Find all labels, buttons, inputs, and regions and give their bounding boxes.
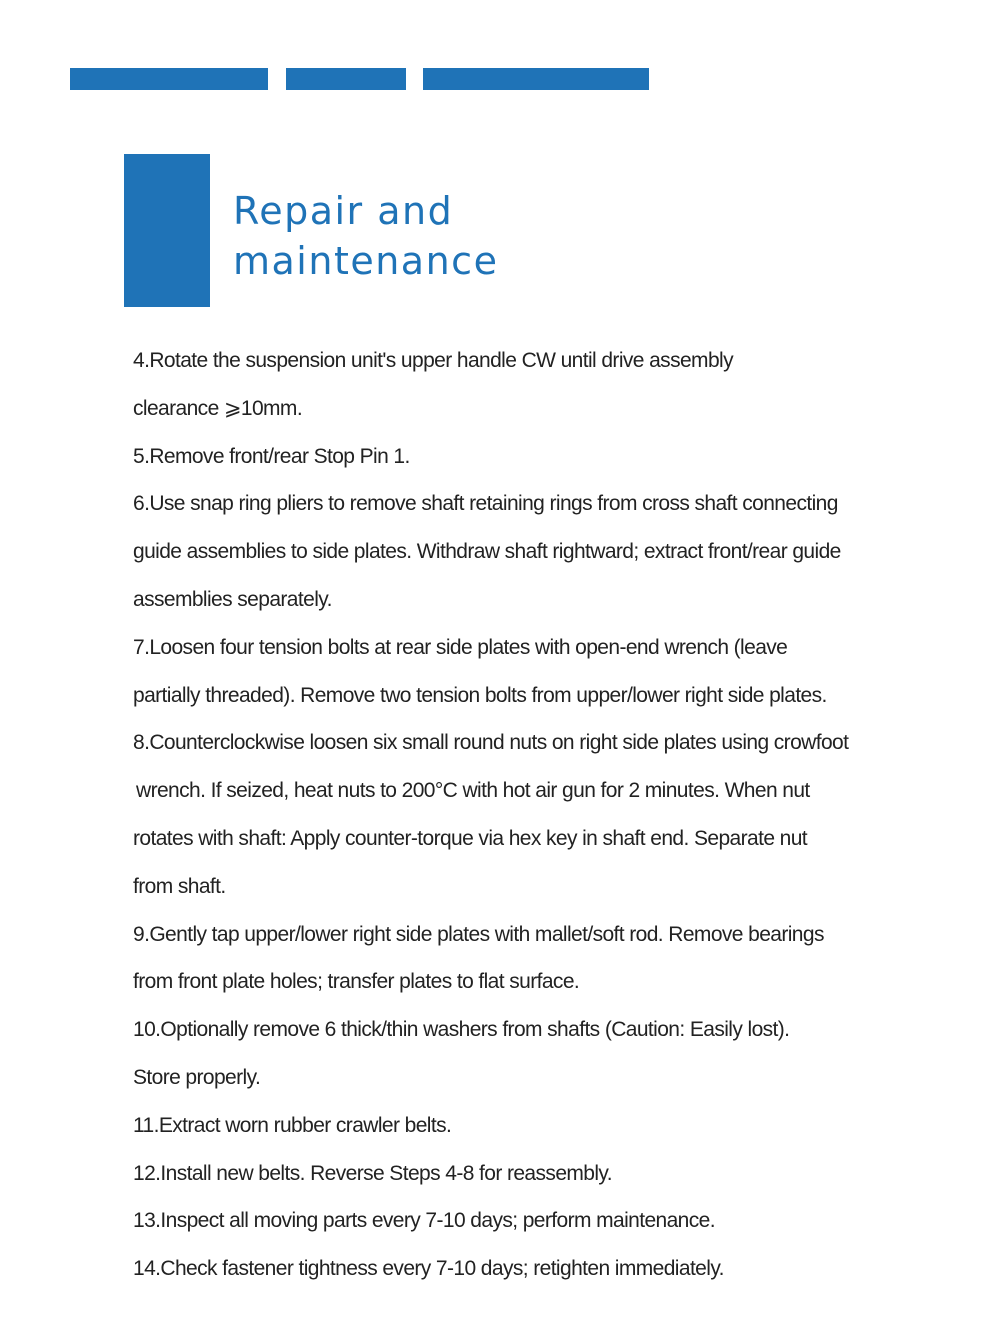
text-line: from shaft. [133,874,226,898]
text-line: guide assemblies to side plates. Withdraw shaft rightward; extract front/rear guide [133,540,841,564]
page-title [233,186,498,286]
title-accent-block [124,154,210,307]
text-line: assemblies separately. [133,587,332,611]
text-line: 12.Install new belts. Reverse Steps 4-8 for reassembly. [133,1161,613,1185]
text-line: partially threaded). Remove two tension bolts from upper/lower right side plates. [133,683,827,707]
header-bar-segment-1 [70,68,268,90]
text-line: 10.Optionally remove 6 thick/thin washers from shafts (Caution: Easily lost). [133,1018,790,1042]
text-line: 5.Remove front/rear Stop Pin 1. [133,444,410,468]
text-line: Store properly. [133,1065,261,1089]
text-line: 11.Extract worn rubber crawler belts. [133,1113,452,1137]
text-line: 6.Use snap ring pliers to remove shaft retaining rings from cross shaft connecting [133,492,838,516]
page-title-line-1: Repair and [233,189,454,233]
text-line: 4.Rotate the suspension unit's upper handle CW until drive assembly [133,349,733,372]
header-bar-segment-3 [423,68,649,90]
text-line: rotates with shaft: Apply counter-torque via hex key in shaft end. Separate nut [133,826,808,850]
text-line: wrench. If seized, heat nuts to 200°C with hot air gun for 2 minutes. When nut [136,779,810,803]
text-line: 13.Inspect all moving parts every 7-10 days; perform maintenance. [133,1209,715,1233]
text-line: 7.Loosen four tension bolts at rear side plates with open-end wrench (leave [133,635,788,659]
text-line: 9.Gently tap upper/lower right side plates with mallet/soft rod. Remove bearings [133,922,824,946]
text-line: from front plate holes; transfer plates to flat surface. [133,970,580,994]
instructions-body [133,337,953,1293]
text-line: clearance ⩾10mm. [133,396,303,420]
text-line: 8.Counterclockwise loosen six small round nuts on right side plates using crowfoot [133,731,849,755]
header-bar-segment-2 [286,68,406,90]
text-line: 14.Check fastener tightness every 7-10 days; retighten immediately. [133,1257,724,1281]
page-title-line-2: maintenance [233,239,499,283]
